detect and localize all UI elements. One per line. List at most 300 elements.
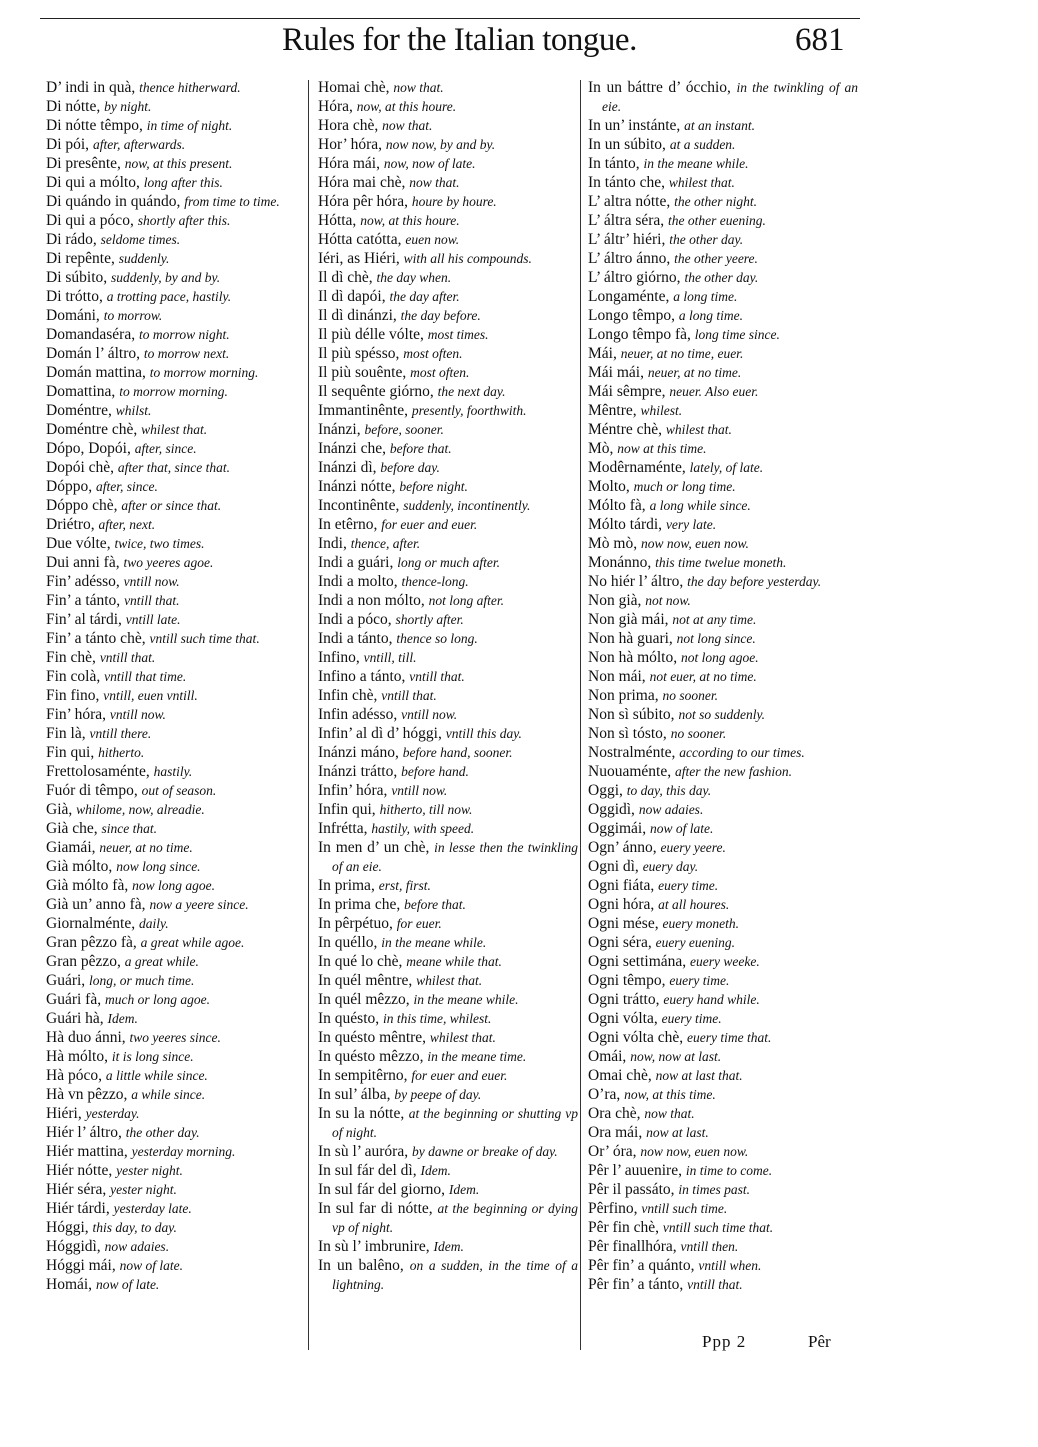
entry-headword: Mái, (588, 345, 617, 362)
entry-headword: Due vólte, (46, 535, 111, 552)
entry-gloss: Idem. (433, 1239, 464, 1254)
dictionary-entry (318, 534, 578, 553)
entry-gloss: euery time. (661, 1011, 722, 1026)
entry-headword: Hor’ hóra, (318, 136, 382, 153)
entry-headword: In un’ instánte, (588, 117, 681, 134)
entry-headword: Omai chè, (588, 1067, 652, 1084)
dictionary-entry (46, 458, 308, 477)
dictionary-entry (318, 1199, 578, 1237)
dictionary-entry (318, 249, 578, 268)
dictionary-entry (588, 1142, 858, 1161)
entry-headword: Indi a non mólto, (318, 592, 425, 609)
entry-headword: In sù l’ auróra, (318, 1143, 409, 1160)
entry-gloss: twice, two times. (114, 536, 205, 551)
entry-gloss: this time twelue moneth. (655, 555, 787, 570)
entry-headword: Molto, (588, 478, 630, 495)
dictionary-entry (46, 591, 308, 610)
entry-headword: Oggi, (588, 782, 623, 799)
entry-gloss: a long time. (678, 308, 743, 323)
dictionary-entry (588, 325, 858, 344)
running-title: Rules for the Italian tongue. (282, 22, 637, 58)
dictionary-entry (46, 1218, 308, 1237)
entry-gloss: the day after. (389, 289, 460, 304)
dictionary-entry (46, 1104, 308, 1123)
dictionary-entry (46, 914, 308, 933)
entry-headword: Infin qui, (318, 801, 376, 818)
entry-headword: Il più spésso, (318, 345, 400, 362)
entry-gloss: shortly after this. (137, 213, 231, 228)
entry-gloss: euery day. (642, 859, 699, 874)
entry-gloss: long, or much time. (89, 973, 195, 988)
entry-gloss: to day, this day. (626, 783, 712, 798)
entry-gloss: a great while agoe. (140, 935, 245, 950)
entry-gloss: euery time. (658, 878, 719, 893)
entry-gloss: vntill that. (99, 650, 156, 665)
entry-headword: Doméntre, (46, 402, 112, 419)
dictionary-entry (46, 1275, 308, 1294)
entry-headword: Hiér l’ áltro, (46, 1124, 122, 1141)
dictionary-entry (46, 952, 308, 971)
entry-headword: Hora chè, (318, 117, 379, 134)
entry-gloss: euen now. (405, 232, 460, 247)
entry-gloss: now now, euen now. (640, 1144, 749, 1159)
dictionary-entry (318, 135, 578, 154)
entry-gloss: this day, to day. (92, 1220, 177, 1235)
dictionary-entry (318, 173, 578, 192)
dictionary-entry (588, 971, 858, 990)
dictionary-entry (318, 952, 578, 971)
dictionary-entry (318, 781, 578, 800)
dictionary-entry (46, 553, 308, 572)
entry-headword: Di nótte, (46, 98, 101, 115)
dictionary-entry (46, 287, 308, 306)
dictionary-entry (46, 211, 308, 230)
entry-gloss: a trotting pace, hastily. (106, 289, 232, 304)
entry-gloss: the other euening. (668, 213, 766, 228)
dictionary-entry (318, 667, 578, 686)
dictionary-entry (46, 306, 308, 325)
dictionary-entry (46, 78, 308, 97)
dictionary-entry (318, 762, 578, 781)
entry-gloss: to morrow next. (143, 346, 230, 361)
entry-headword: In men d’ un chè, (318, 839, 430, 856)
entry-headword: Pêr fin’ a tánto, (588, 1276, 684, 1293)
entry-headword: Fin’ hóra, (46, 706, 106, 723)
entry-headword: Hà mólto, (46, 1048, 108, 1065)
dictionary-entry (46, 629, 308, 648)
dictionary-entry (318, 914, 578, 933)
dictionary-entry (318, 933, 578, 952)
entry-gloss: Idem. (420, 1163, 451, 1178)
entry-headword: In quél mêntre, (318, 972, 413, 989)
entry-headword: In quésto mêntre, (318, 1029, 427, 1046)
dictionary-entry (588, 933, 858, 952)
entry-headword: Già mólto fà, (46, 877, 129, 894)
entry-headword: Pêr fin chè, (588, 1219, 660, 1236)
entry-gloss: the other day. (669, 232, 744, 247)
entry-gloss: Idem. (107, 1011, 138, 1026)
entry-headword: Hóggidì, (46, 1238, 101, 1255)
dictionary-entry (318, 211, 578, 230)
entry-headword: Fin’ adésso, (46, 573, 120, 590)
entry-gloss: seldome times. (100, 232, 181, 247)
entry-headword: Fin’ a tánto, (46, 592, 121, 609)
dictionary-entry (318, 1009, 578, 1028)
entry-column-1 (46, 78, 308, 1294)
entry-headword: Hótta catótta, (318, 231, 402, 248)
entry-gloss: now of late. (95, 1277, 160, 1292)
page-number: 681 (795, 22, 845, 58)
entry-headword: Longo têmpo fà, (588, 326, 691, 343)
entry-headword: Gran pêzzo fà, (46, 934, 137, 951)
entry-gloss: much or long agoe. (104, 992, 210, 1007)
dictionary-entry (588, 496, 858, 515)
entry-gloss: in the twinkling of an eie. (602, 80, 859, 114)
dictionary-entry (588, 1180, 858, 1199)
entry-headword: Guári hà, (46, 1010, 104, 1027)
entry-headword: Dóppo, (46, 478, 93, 495)
dictionary-entry (318, 743, 578, 762)
entry-gloss: at the beginning or dying vp of night. (332, 1201, 578, 1235)
dictionary-entry (588, 1123, 858, 1142)
dictionary-entry (318, 895, 578, 914)
entry-headword: O’ra, (588, 1086, 621, 1103)
entry-gloss: vntill, euen vntill. (103, 688, 198, 703)
entry-gloss: not euer, at no time. (649, 669, 757, 684)
dictionary-entry (588, 1047, 858, 1066)
entry-headword: Inánzi, (318, 421, 361, 438)
dictionary-entry (318, 496, 578, 515)
entry-headword: Hà póco, (46, 1067, 102, 1084)
entry-headword: Incontinênte, (318, 497, 400, 514)
dictionary-entry (588, 249, 858, 268)
entry-gloss: by dawne or breake of day. (411, 1144, 558, 1159)
entry-headword: Mêntre, (588, 402, 637, 419)
entry-headword: Inánzi che, (318, 440, 386, 457)
entry-headword: Di súbito, (46, 269, 108, 286)
entry-column-3 (588, 78, 858, 1294)
dictionary-entry (46, 382, 308, 401)
entry-headword: Inánzi trátto, (318, 763, 398, 780)
entry-gloss: in lesse then the twinkling of an eie. (332, 840, 579, 874)
entry-headword: Guári fà, (46, 991, 102, 1008)
dictionary-entry (588, 990, 858, 1009)
dictionary-entry (318, 78, 578, 97)
dictionary-entry (318, 1104, 578, 1142)
entry-gloss: for euer and euer. (381, 517, 478, 532)
dictionary-entry (318, 1237, 578, 1256)
dictionary-entry (588, 192, 858, 211)
entry-gloss: two yeeres since. (129, 1030, 221, 1045)
entry-headword: Oggimái, (588, 820, 647, 837)
entry-gloss: whilest that. (429, 1030, 496, 1045)
entry-headword: Mái mái, (588, 364, 644, 381)
entry-headword: Hiér nótte, (46, 1162, 113, 1179)
dictionary-entry (46, 667, 308, 686)
entry-gloss: whilest that. (141, 422, 208, 437)
entry-gloss: hitherto, till now. (379, 802, 473, 817)
entry-gloss: now that. (382, 118, 433, 133)
entry-gloss: now, now at last. (630, 1049, 722, 1064)
entry-headword: Giornalménte, (46, 915, 136, 932)
dictionary-entry (46, 686, 308, 705)
dictionary-entry (588, 629, 858, 648)
entry-headword: Non sì tósto, (588, 725, 667, 742)
entry-headword: Dóppo chè, (46, 497, 118, 514)
entry-headword: Di nótte têmpo, (46, 117, 143, 134)
entry-headword: In sempitêrno, (318, 1067, 408, 1084)
entry-gloss: shortly after. (395, 612, 464, 627)
entry-gloss: neuer, at no time, euer. (620, 346, 744, 361)
entry-headword: Hà duo ánni, (46, 1029, 126, 1046)
dictionary-entry (46, 819, 308, 838)
dictionary-entry (318, 1256, 578, 1294)
dictionary-entry (46, 363, 308, 382)
entry-headword: L’ áltra séra, (588, 212, 665, 229)
entry-headword: Mólto fà, (588, 497, 646, 514)
entry-headword: Di repênte, (46, 250, 115, 267)
entry-headword: Non mái, (588, 668, 646, 685)
entry-gloss: a great while. (124, 954, 199, 969)
entry-headword: Gran pêzzo, (46, 953, 121, 970)
entry-gloss: euery moneth. (662, 916, 739, 931)
entry-headword: Mólto tárdi, (588, 516, 663, 533)
dictionary-entry (588, 857, 858, 876)
entry-gloss: vntill, till. (363, 650, 417, 665)
entry-gloss: vntill that. (124, 593, 180, 608)
entry-headword: Indi a molto, (318, 573, 398, 590)
entry-headword: Fin colà, (46, 668, 101, 685)
entry-gloss: Idem. (448, 1182, 480, 1197)
entry-gloss: whilest. (640, 403, 683, 418)
entry-headword: L’ altra nótte, (588, 193, 671, 210)
dictionary-entry (46, 743, 308, 762)
dictionary-entry (46, 876, 308, 895)
entry-gloss: it is long since. (111, 1049, 194, 1064)
entry-headword: Ogni vólta chè, (588, 1029, 684, 1046)
entry-gloss: euery weeke. (690, 954, 760, 969)
dictionary-entry (318, 325, 578, 344)
dictionary-entry (588, 1009, 858, 1028)
entry-headword: In etêrno, (318, 516, 378, 533)
dictionary-entry (588, 420, 858, 439)
entry-gloss: two yeeres agoe. (123, 555, 214, 570)
dictionary-entry (588, 838, 858, 857)
entry-gloss: the next day. (437, 384, 506, 399)
dictionary-entry (46, 572, 308, 591)
entry-gloss: vntill late. (125, 612, 181, 627)
entry-headword: Hóra pêr hóra, (318, 193, 408, 210)
entry-gloss: a little while since. (105, 1068, 208, 1083)
dictionary-entry (46, 724, 308, 743)
entry-headword: In quésto mêzzo, (318, 1048, 424, 1065)
dictionary-entry (318, 1085, 578, 1104)
dictionary-entry (46, 344, 308, 363)
entry-gloss: now adaies. (104, 1239, 170, 1254)
entry-headword: In su la nótte, (318, 1105, 405, 1122)
dictionary-entry (46, 496, 308, 515)
entry-gloss: now now, by and by. (385, 137, 496, 152)
entry-headword: Il sequênte giórno, (318, 383, 434, 400)
entry-gloss: euery hand while. (663, 992, 760, 1007)
entry-headword: Di rádo, (46, 231, 97, 248)
entry-headword: Il dì dinánzi, (318, 307, 397, 324)
entry-gloss: vntill now. (391, 783, 448, 798)
entry-headword: In tánto, (588, 155, 640, 172)
entry-headword: Immantinênte, (318, 402, 408, 419)
entry-headword: Inánzi máno, (318, 744, 399, 761)
entry-gloss: now of late. (119, 1258, 183, 1273)
entry-headword: Pêr fin’ a quánto, (588, 1257, 695, 1274)
entry-headword: L’ áltro ánno, (588, 250, 671, 267)
entry-headword: Ora mái, (588, 1124, 643, 1141)
entry-gloss: after or since that. (121, 498, 222, 513)
dictionary-entry (46, 192, 308, 211)
dictionary-entry (318, 420, 578, 439)
entry-headword: Longaménte, (588, 288, 670, 305)
entry-gloss: long time since. (694, 327, 780, 342)
entry-gloss: euery time. (669, 973, 730, 988)
dictionary-entry (318, 553, 578, 572)
entry-gloss: the day when. (376, 270, 452, 285)
entry-gloss: after that, since that. (117, 460, 231, 475)
dictionary-entry (46, 1161, 308, 1180)
entry-headword: In quésto, (318, 1010, 380, 1027)
entry-headword: Non hà guari, (588, 630, 673, 647)
entry-gloss: before, sooner. (364, 422, 444, 437)
dictionary-entry (588, 724, 858, 743)
dictionary-entry (318, 268, 578, 287)
entry-gloss: yesterday. (85, 1106, 140, 1121)
dictionary-entry (588, 515, 858, 534)
dictionary-entry (588, 382, 858, 401)
dictionary-entry (588, 914, 858, 933)
entry-headword: Hiéri, (46, 1105, 82, 1122)
entry-gloss: in time of night. (146, 118, 233, 133)
entry-headword: Ora chè, (588, 1105, 641, 1122)
entry-headword: L’ áltr’ hiéri, (588, 231, 666, 248)
dictionary-entry (588, 1218, 858, 1237)
entry-gloss: not at any time. (672, 612, 757, 627)
dictionary-entry (46, 1237, 308, 1256)
entry-headword: Hóggi mái, (46, 1257, 116, 1274)
dictionary-entry (318, 686, 578, 705)
signature-mark: Ppp 2 (702, 1332, 747, 1351)
dictionary-entry (46, 1180, 308, 1199)
entry-headword: In tánto che, (588, 174, 666, 191)
entry-gloss: thence hitherward. (139, 80, 241, 95)
dictionary-entry (588, 819, 858, 838)
entry-gloss: meane while that. (406, 954, 502, 969)
entry-gloss: neuer, at no time. (99, 840, 193, 855)
entry-headword: Dopói chè, (46, 459, 115, 476)
dictionary-entry (588, 1104, 858, 1123)
dictionary-entry (588, 363, 858, 382)
dictionary-entry (46, 401, 308, 420)
entry-gloss: by peepe of day. (394, 1087, 482, 1102)
entry-gloss: no sooner. (662, 688, 718, 703)
entry-headword: Infin adésso, (318, 706, 398, 723)
entry-gloss: whilest that. (668, 175, 735, 190)
entry-gloss: on a sudden, in the time of a lightning. (332, 1258, 579, 1292)
dictionary-entry (588, 762, 858, 781)
entry-gloss: whilst. (115, 403, 152, 418)
entry-headword: Il dì chè, (318, 269, 373, 286)
entry-gloss: now, at this houre. (360, 213, 460, 228)
entry-headword: Modêrnaménte, (588, 459, 686, 476)
dictionary-entry (46, 971, 308, 990)
entry-headword: Guári, (46, 972, 86, 989)
dictionary-entry (46, 610, 308, 629)
entry-gloss: now long agoe. (132, 878, 215, 893)
entry-gloss: in the meane while. (413, 992, 519, 1007)
entry-gloss: vntill now. (401, 707, 458, 722)
entry-gloss: in the meane time. (427, 1049, 527, 1064)
entry-gloss: now at this time. (617, 441, 707, 456)
entry-gloss: long or much after. (397, 555, 500, 570)
entry-gloss: whilest that. (416, 973, 483, 988)
dictionary-entry (46, 1066, 308, 1085)
entry-headword: Ogni settimána, (588, 953, 687, 970)
entry-headword: Nostralménte, (588, 744, 676, 761)
dictionary-entry (588, 572, 858, 591)
entry-gloss: daily. (138, 916, 169, 931)
entry-gloss: to morrow morning. (119, 384, 228, 399)
entry-gloss: before hand. (401, 764, 469, 779)
dictionary-entry (318, 1161, 578, 1180)
entry-gloss: euery euening. (655, 935, 736, 950)
entry-gloss: before day. (380, 460, 440, 475)
entry-gloss: now of late. (650, 821, 714, 836)
entry-headword: Iéri, as Hiéri, (318, 250, 400, 267)
entry-headword: Non prima, (588, 687, 659, 704)
entry-headword: Indi a guári, (318, 554, 394, 571)
entry-gloss: yesterday morning. (131, 1144, 236, 1159)
entry-headword: In un súbito, (588, 136, 666, 153)
entry-headword: Già un’ anno fà, (46, 896, 146, 913)
entry-gloss: vntill this day. (445, 726, 522, 741)
dictionary-entry (46, 705, 308, 724)
entry-headword: Driétro, (46, 516, 95, 533)
dictionary-entry (318, 363, 578, 382)
entry-headword: In qué lo chè, (318, 953, 403, 970)
entry-headword: Dui anni fà, (46, 554, 120, 571)
entry-gloss: from time to time. (184, 194, 280, 209)
dictionary-entry (588, 1237, 858, 1256)
entry-gloss: at an instant. (684, 118, 756, 133)
entry-gloss: the other night. (674, 194, 757, 209)
entry-headword: Inánzi dì, (318, 459, 377, 476)
entry-headword: Già che, (46, 820, 98, 837)
entry-headword: Hóggi, (46, 1219, 89, 1236)
dictionary-entry (588, 648, 858, 667)
dictionary-entry (318, 97, 578, 116)
entry-gloss: suddenly, by and by. (111, 270, 221, 285)
entry-gloss: in time to come. (685, 1163, 773, 1178)
entry-headword: No hiér l’ áltro, (588, 573, 684, 590)
entry-headword: Mái sêmpre, (588, 383, 666, 400)
entry-headword: Ogni dì, (588, 858, 639, 875)
entry-gloss: in this time, whilest. (383, 1011, 492, 1026)
dictionary-entry (46, 135, 308, 154)
entry-headword: Ogni fiáta, (588, 877, 655, 894)
dictionary-entry (588, 610, 858, 629)
dictionary-entry (318, 382, 578, 401)
entry-gloss: now that. (393, 80, 444, 95)
entry-headword: Infino a tánto, (318, 668, 406, 685)
entry-headword: In un balêno, (318, 1257, 404, 1274)
entry-gloss: at all houres. (658, 897, 730, 912)
